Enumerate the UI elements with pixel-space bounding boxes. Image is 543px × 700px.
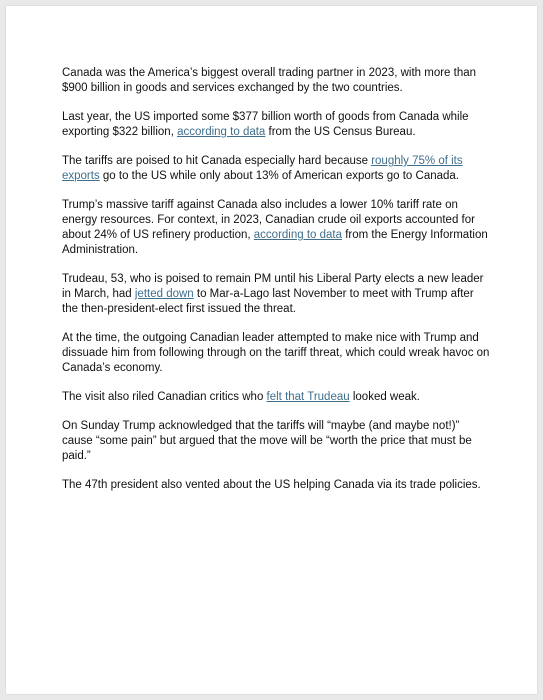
paragraph-text: go to the US while only about 13% of American exports go to Canada. [99,170,459,182]
paragraph-text: On Sunday Trump acknowledged that the tariffs will “maybe (and maybe not!)” cause “some pain” but argued that the move will be “worth the price that must be paid.” [62,420,472,462]
paragraph-text: Trudeau, 53, who is poised to remain PM until his Liberal Party elects a new leader in March, had [62,273,484,300]
paragraph-energy-tariff [62,198,492,258]
exports-share-link[interactable]: roughly 75% of its exports [62,155,463,182]
paragraph-text: looked weak. [349,391,420,403]
paragraph-text: The 47th president also vented about the US helping Canada via its trade policies. [62,479,481,491]
document-page [6,6,537,694]
paragraph-trudeau-visit [62,272,492,317]
paragraph-trading-partner [62,66,492,96]
paragraph-tariff-impact [62,154,492,184]
paragraph-trump-quote [62,419,492,464]
paragraph-text: At the time, the outgoing Canadian leader attempted to make nice with Trump and dissuade him from following through on the tariff threat, which could wreak havoc on Canada’s economy. [62,332,490,374]
census-data-link[interactable]: according to data [177,126,266,138]
paragraph-trade-policies [62,478,492,493]
paragraph-text: The visit also riled Canadian critics who [62,391,267,403]
eia-data-link[interactable]: according to data [253,229,343,241]
paragraph-imports-exports [62,110,492,140]
paragraph-critics [62,390,492,405]
paragraph-outgoing-leader [62,331,492,376]
paragraph-text: Canada was the America’s biggest overall trading partner in 2023, with more than $900 billion in goods and services exchanged by the two countries. [62,67,477,94]
paragraph-text: Last year, the US imported some $377 billion worth of goods from Canada while exporting $322 billion, [62,111,469,138]
critics-link[interactable]: felt that Trudeau [266,391,350,403]
paragraph-text: to Mar-a-Lago last November to meet with Trump after the then-president-elect first issued the threat. [62,288,474,315]
paragraph-text: Trump’s massive tariff against Canada also includes a lower 10% tariff rate on energy resources. For context, in 2023, Canadian crude oil exports accounted for about 24% of US refinery production, [62,199,475,241]
jetted-down-link[interactable]: jetted down [134,288,194,300]
paragraph-text: from the Energy Information Administration. [62,229,488,256]
paragraph-text: from the US Census Bureau. [265,126,416,138]
paragraph-text: The tariffs are poised to hit Canada especially hard because [62,155,372,167]
article-body [62,66,492,507]
